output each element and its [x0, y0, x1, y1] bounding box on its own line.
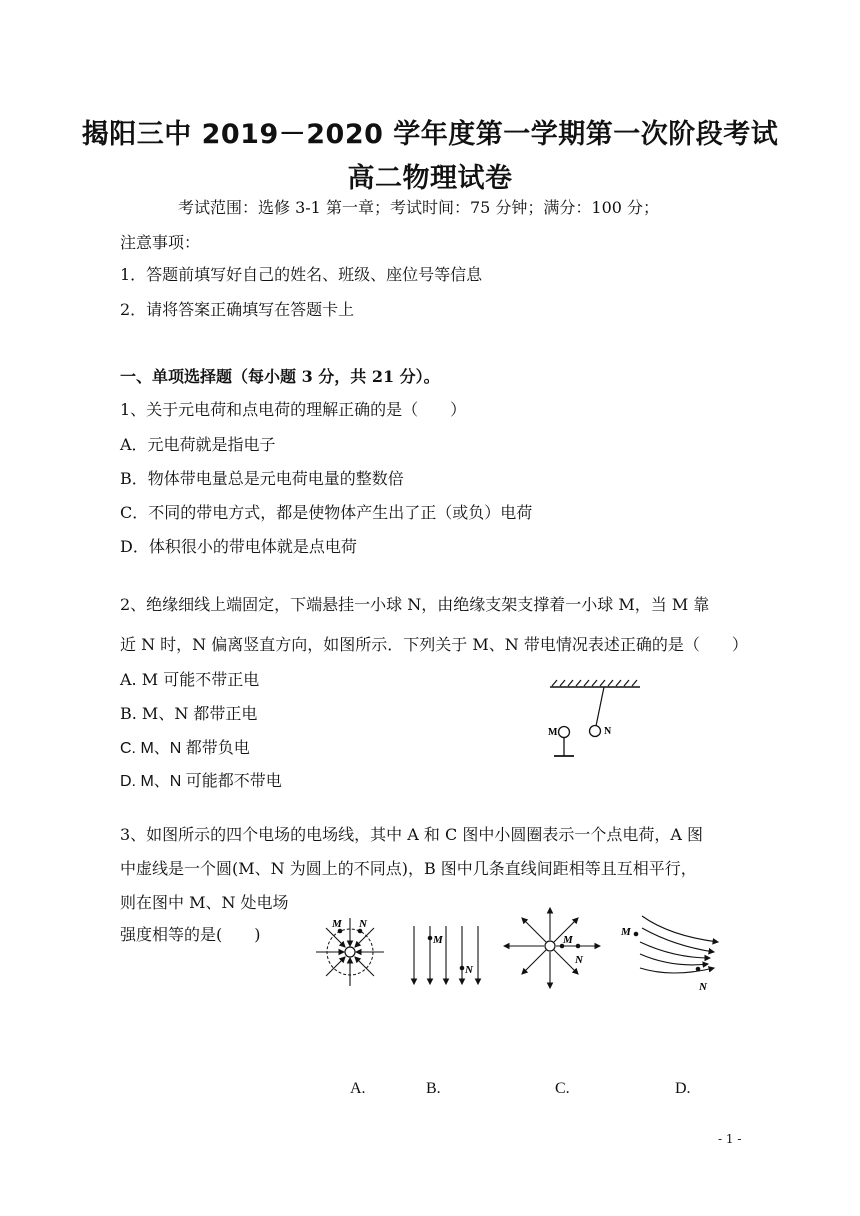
figure-b: [404, 924, 494, 990]
label-n: N: [604, 726, 612, 737]
question-3-stem-line-4: 强度相等的是( ): [120, 925, 261, 944]
label-m: M: [563, 934, 573, 946]
notes-heading: 注意事项：: [120, 233, 201, 252]
ball-m: [559, 727, 570, 738]
question-1-option-a: A．元电荷就是指电子: [120, 435, 276, 454]
question-1-option-d: D．体积很小的带电体就是点电荷: [120, 537, 357, 556]
point-n: [696, 967, 701, 972]
question-3-stem-line-2: 中虚线是一个圆(M、N 为圆上的不同点)，B 图中几条直线间距相等且互相平行，: [120, 859, 697, 878]
question-3-stem-line-3: 则在图中 M、N 处电场: [120, 893, 289, 912]
label-n: N: [699, 981, 707, 992]
field-lines: [640, 916, 718, 973]
point-charge: [545, 941, 555, 951]
question-2-option-b: B. M、N 都带正电: [120, 704, 258, 723]
thread: [596, 687, 604, 726]
question-1-option-c: C．不同的带电方式，都是使物体产生出了正（或负）电荷: [120, 503, 533, 522]
point-n: [460, 966, 465, 971]
notes-item: 1．答题前填写好自己的姓名、班级、座位号等信息: [120, 265, 483, 284]
label-m: M: [433, 934, 443, 946]
figure-c: [502, 906, 602, 990]
point-m: [428, 936, 433, 941]
section-heading: 一、单项选择题（每小题 3 分，共 21 分）。: [120, 367, 440, 386]
exam-title: 揭阳三中 2019－2020 学年度第一学期第一次阶段考试: [81, 119, 779, 150]
caption-c: C.: [555, 1080, 570, 1097]
exam-info: 考试范围：选修 3-1 第一章；考试时间：75 分钟；满分：100 分；: [178, 198, 660, 217]
label-m: M: [621, 926, 631, 938]
question-2-figure: [540, 676, 650, 766]
label-m: M: [548, 727, 558, 738]
question-2-option-c: C. M、N 都带负电: [120, 740, 250, 757]
notes-item: 2．请将答案正确填写在答题卡上: [120, 300, 355, 319]
figure-a: [312, 910, 392, 986]
label-n: N: [465, 964, 473, 976]
question-2-stem-line-2: 近 N 时，N 偏离竖直方向，如图所示．下列关于 M、N 带电情况表述正确的是（ ）: [120, 635, 748, 654]
ceiling-hatch: [550, 680, 640, 687]
question-2-stem-line-1: 2、绝缘细线上端固定，下端悬挂一小球 N，由绝缘支架支撑着一小球 M，当 M 靠: [120, 595, 710, 614]
caption-a: A.: [350, 1080, 366, 1097]
point-m: [634, 932, 639, 937]
label-m: M: [332, 918, 342, 930]
caption-d: D.: [675, 1080, 691, 1097]
exam-subtitle: 高二物理试卷: [347, 163, 513, 194]
caption-b: B.: [426, 1080, 441, 1097]
label-n: N: [359, 918, 367, 930]
label-n: N: [575, 954, 583, 966]
page-number: - 1 -: [718, 1132, 742, 1146]
point-charge: [345, 947, 355, 957]
question-1-stem: 1、关于元电荷和点电荷的理解正确的是（ ）: [120, 400, 467, 419]
point-n: [576, 944, 581, 949]
figure-d: [618, 912, 722, 992]
ball-n: [590, 726, 601, 737]
question-2-option-d: D. M、N 可能都不带电: [120, 773, 282, 790]
question-2-option-a: A. M 可能不带正电: [120, 670, 260, 689]
question-3-stem-line-1: 3、如图所示的四个电场的电场线，其中 A 和 C 图中小圆圈表示一个点电荷，A 图: [120, 825, 703, 844]
question-1-option-b: B．物体带电量总是元电荷电量的整数倍: [120, 469, 404, 488]
